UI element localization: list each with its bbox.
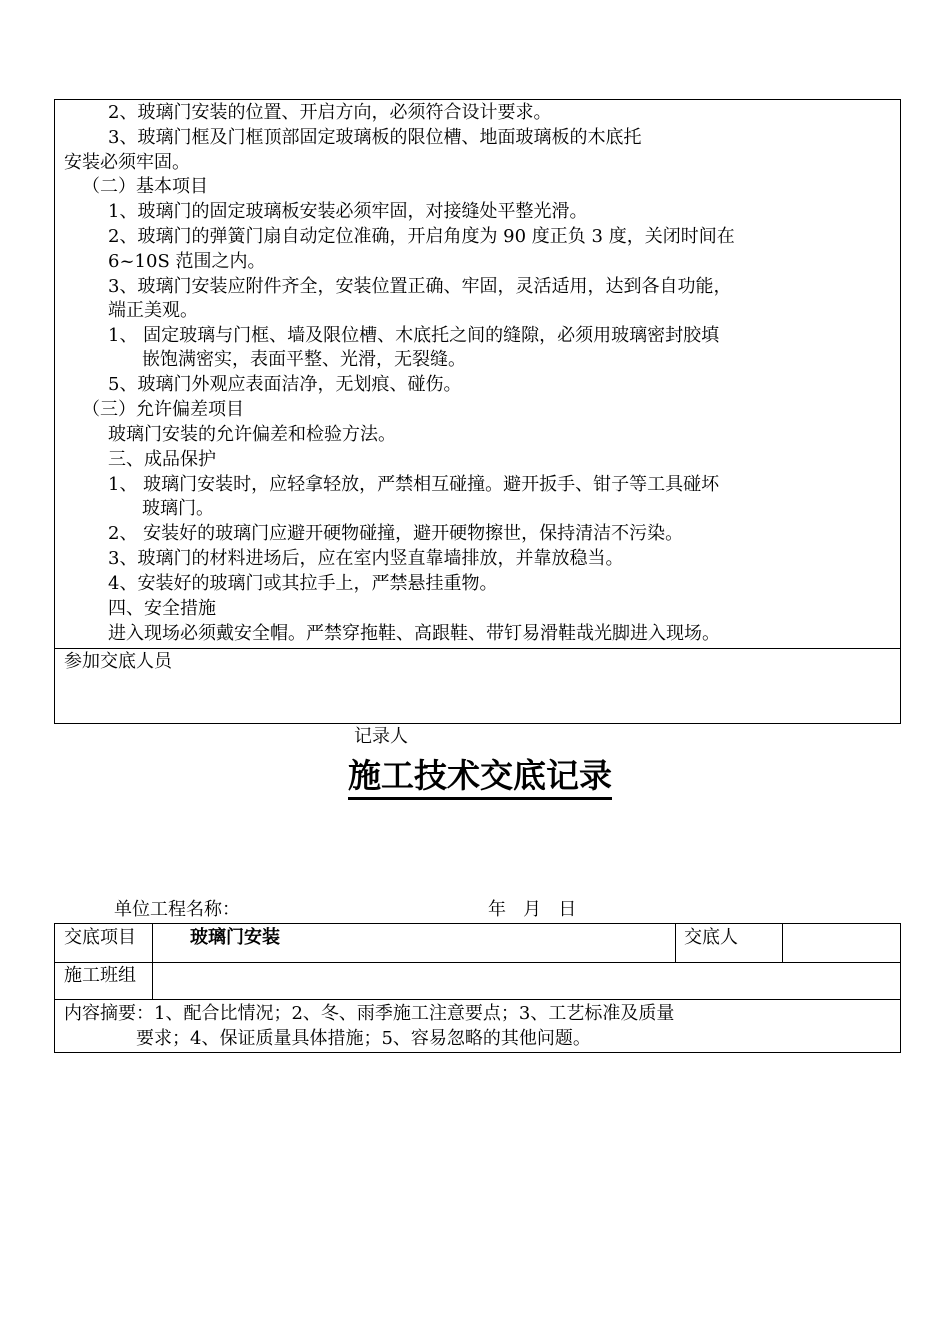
content-line: 玻璃门安装的允许偏差和检验方法。 (108, 424, 396, 445)
content-line: 进入现场必须戴安全帽。严禁穿拖鞋、高跟鞋、带钉易滑鞋哉光脚进入现场。 (108, 623, 720, 644)
page-title: 施工技术交底记录 (348, 756, 612, 800)
content-line: 3、玻璃门框及门框顶部固定玻璃板的限位槽、地面玻璃板的木底托 (108, 127, 642, 148)
content-line: 玻璃门。 (142, 498, 214, 519)
column-divider (675, 923, 676, 963)
content-line: 1、玻璃门的固定玻璃板安装必须牢固，对接缝处平整光滑。 (108, 201, 588, 222)
content-line: 1、 固定玻璃与门框、墙及限位槽、木底托之间的缝隙，必须用玻璃密封胶填 (108, 325, 720, 346)
section-heading: （二）基本项目 (82, 176, 208, 197)
item-label: 交底项目 (64, 927, 136, 948)
presenter-label: 交底人 (684, 927, 738, 948)
row-divider (54, 999, 901, 1000)
team-label: 施工班组 (64, 965, 136, 986)
section-heading: 四、安全措施 (108, 598, 216, 619)
row-divider (54, 962, 901, 963)
recorder-label: 记录人 (354, 726, 408, 747)
content-line: 5、玻璃门外观应表面洁净，无划痕、碰伤。 (108, 374, 462, 395)
content-line: 嵌饱满密实，表面平整、光滑，无裂缝。 (142, 349, 466, 370)
content-line: 2、 安装好的玻璃门应避开硬物碰撞，避开硬物擦世，保持清洁不污染。 (108, 523, 684, 544)
date-label: 年 月 日 (488, 899, 577, 920)
content-line: 2、玻璃门安装的位置、开启方向，必须符合设计要求。 (108, 102, 552, 123)
section-heading: （三）允许偏差项目 (82, 399, 244, 420)
unit-project-label: 单位工程名称： (114, 899, 240, 920)
content-line: 3、玻璃门的材料进场后，应在室内竖直靠墙排放，并靠放稳当。 (108, 548, 624, 569)
content-line: 3、玻璃门安装应附件齐全，安装位置正确、牢固，灵活适用，达到各自功能， (108, 276, 732, 297)
column-divider (782, 923, 783, 963)
summary-line: 内容摘要：1、配合比情况；2、冬、雨季施工注意要点；3、工艺标准及质量 (64, 1003, 675, 1024)
content-line: 端正美观。 (108, 300, 198, 321)
section-heading: 三、成品保护 (108, 449, 216, 470)
summary-line: 要求；4、保证质量具体措施；5、容易忽略的其他问题。 (136, 1028, 591, 1049)
participants-label: 参加交底人员 (64, 651, 172, 672)
column-divider (152, 923, 153, 1000)
content-line: 安装必须牢固。 (64, 152, 190, 173)
item-value: 玻璃门安装 (190, 927, 280, 948)
content-line: 1、 玻璃门安装时，应轻拿轻放，严禁相互碰撞。避开扳手、钳子等工具碰坏 (108, 474, 720, 495)
content-line: 6~10S 范围之内。 (108, 251, 266, 272)
top-table-divider (54, 648, 901, 649)
content-line: 4、安装好的玻璃门或其拉手上，严禁悬挂重物。 (108, 573, 498, 594)
content-line: 2、玻璃门的弹簧门扇自动定位准确，开启角度为 90 度正负 3 度，关闭时间在 (108, 226, 735, 247)
